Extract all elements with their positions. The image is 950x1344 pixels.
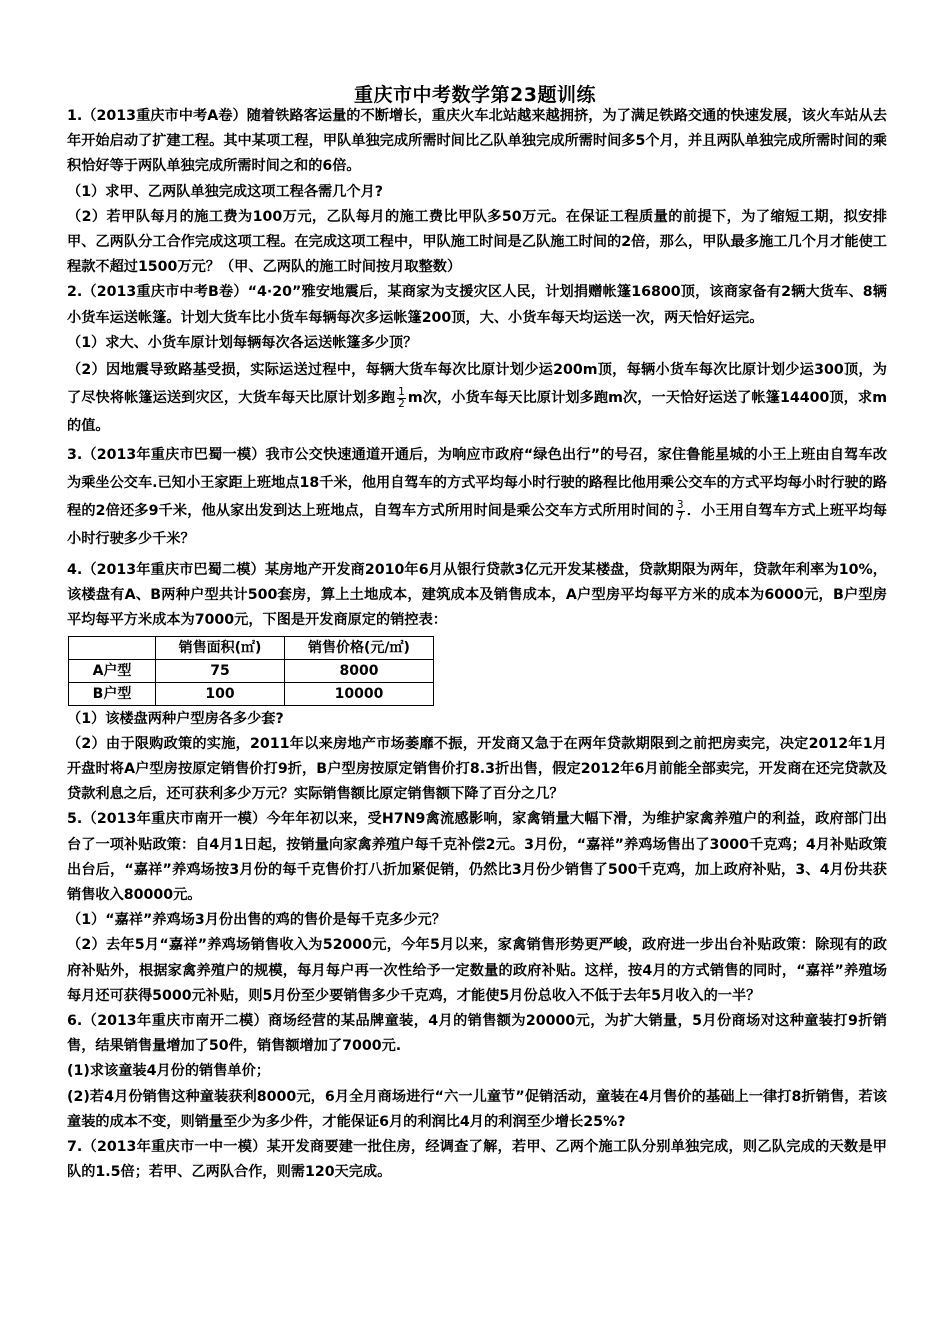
table-cell: 75 <box>156 659 285 682</box>
question-5-part-2: （2）去年5月“嘉祥”养鸡场销售收入为52000元，今年5月以来，家禽销售形势更严峻，政府进一步出台补贴政策：除现有的政府补贴外，根据家禽养殖户的规模，每月每户再一次性给予一定数量的政府补贴。这样，按4月的方式销售的同时，“嘉祥”养殖场每月还可获得5000元补贴，则5月份至少要销售多少千克鸡，才能使5月份总收入不低于去年5月收入的一半？ <box>67 937 887 1004</box>
table-header-cell <box>69 636 156 659</box>
question-3-text-b: ．小王用自驾车方式上班平均每小时行驶多少千米？ <box>67 503 887 548</box>
question-2-part-2-text-b: m次，小货车每天比原计划多跑m次，一天恰好运送了帐篷14400顶，求m的值。 <box>67 390 887 435</box>
page-title: 重庆市中考数学第23题训练 <box>354 84 596 106</box>
table-cell: B户型 <box>69 682 156 705</box>
question-7-stem: 7.（2013年重庆市一中一模）某开发商要建一批住房，经调查了解，若甲、乙两个施工队分别单独完成，则乙队完成的天数是甲队的1.5倍；若甲、乙两队合作，则需120天完成。 <box>67 1139 887 1181</box>
question-2-part-1: （1）求大、小货车原计划每辆每次各运送帐篷多少顶？ <box>67 334 418 351</box>
document-body <box>67 104 887 1186</box>
question-1-stem: 1.（2013重庆市中考A卷）随着铁路客运量的不断增长，重庆火车北站越来越拥挤，为了满足铁路交通的快速发展，该火车站从去年开始启动了扩建工程。其中某项工程，甲队单独完成所需时间比乙队单独完成所需时间多5个月，并且两队单独完成所需时间的乘积恰好等于两队单独完成所需时间之和的6倍。 <box>67 108 887 175</box>
question-5-part-1: （1）“嘉祥”养鸡场3月份出售的鸡的售价是每千克多少元？ <box>67 912 446 929</box>
table-header-cell: 销售价格(元/㎡) <box>285 636 434 659</box>
question-3-stem <box>67 441 887 553</box>
question-6-part-2: (2)若4月份销售这种童装获利8000元，6月全月商场进行“六一儿童节”促销活动，童装在4月售价的基础上一律打8折销售，若该童装的成本不变，则销量至少为多少件，才能保证6月的利润比4月的利润至少增长25%? <box>67 1088 887 1130</box>
table-header-row <box>69 636 434 659</box>
fraction-one-half <box>397 387 406 410</box>
fraction-three-sevenths <box>676 500 685 523</box>
table-row <box>69 682 434 705</box>
question-4-part-1: （1）该楼盘两种户型房各多少套? <box>67 710 284 727</box>
table-cell: 10000 <box>285 682 434 705</box>
question-6-stem: 6.（2013年重庆市南开二模）商场经营的某品牌童装，4月的销售额为20000元，为扩大销量，5月份商场对这种童装打9折销售，结果销售量增加了50件，销售额增加了7000元. <box>67 1013 887 1055</box>
table-cell: 8000 <box>285 659 434 682</box>
fraction-numerator: 1 <box>398 385 405 398</box>
question-3-text-a: 3.（2013年重庆市巴蜀一模）我市公交快速通道开通后，为响应市政府“绿色出行”的号召，家住鲁能星城的小王上班由自驾车改为乘坐公交车.已知小王家距上班地点18千米，他用自驾车的方式平均每小时行驶的路程比他用乘公交车的方式平均每小时行驶的路程的2倍还多9千米，他从家出发到达上班地点，自驾车方式所用时间是乘公交车方式所用时间的 <box>67 447 887 520</box>
question-2-stem: 2.（2013重庆市中考B卷）“4·20”雅安地震后，某商家为支援灾区人民，计划捐赠帐篷16800顶，该商家备有2辆大货车、8辆小货车运送帐篷。计划大货车比小货车每辆每次多运帐篷200顶，大、小货车每天均运送一次，两天恰好运完。 <box>67 284 887 326</box>
fraction-denominator: 7 <box>676 510 684 523</box>
question-1-part-2: （2）若甲队每月的施工费为100万元，乙队每月的施工费比甲队多50万元。在保证工程质量的前提下，为了缩短工期，拟安排甲、乙两队分工合作完成这项工程。在完成这项工程中，甲队施工时间是乙队施工时间的2倍，那么，甲队最多施工几个月才能使工程款不超过1500万元？（甲、乙两队的施工时间按月取整数） <box>67 208 887 276</box>
question-1-part-1: （1）求甲、乙两队单独完成这项工程各需几个月? <box>67 183 384 200</box>
table-cell: A户型 <box>69 659 156 682</box>
question-4-stem: 4.（2013年重庆市巴蜀二模）某房地产开发商2010年6月从银行贷款3亿元开发某楼盘，贷款期限为两年，贷款年利率为10%，该楼盘有A、B两种户型共计500套房，算上土地成本，建筑成本及销售成本，A户型房平均每平方米的成本为6000元，B户型房平均每平方米成本为7000元，下图是开发商原定的销控表： <box>67 562 887 629</box>
table-header-cell: 销售面积(㎡) <box>156 636 285 659</box>
fraction-numerator: 3 <box>676 498 684 511</box>
question-6-part-1: (1)求该童装4月份的销售单价； <box>67 1063 270 1080</box>
fraction-denominator: 2 <box>398 397 405 410</box>
question-2-part-2 <box>67 356 887 440</box>
sales-control-table <box>68 636 434 706</box>
table-cell: 100 <box>156 682 285 705</box>
question-4-part-2: （2）由于限购政策的实施，2011年以来房地产市场萎靡不振，开发商又急于在两年贷款期限到之前把房卖完，决定2012年1月开盘时将A户型房按原定销售价打9折，B户型房按原定销售价打8.3折出售，假定2012年6月前能全部卖完，开发商在还完贷款及贷款利息之后，还可获利多少万元？实际销售额比原定销售额下降了百分之几？ <box>67 735 887 803</box>
question-2-part-2-text-a: （2）因地震导致路基受损，实际运送过程中，每辆大货车每次比原计划少运200m顶，每辆小货车每次比原计划少运300顶，为了尽快将帐篷运送到灾区，大货车每天比原计划多跑 <box>67 362 887 407</box>
question-5-stem: 5.（2013年重庆市南开一模）今年年初以来，受H7N9禽流感影响，家禽销量大幅下滑，为维护家禽养殖户的利益，政府部门出台了一项补贴政策：自4月1日起，按销量向家禽养殖户每千克补偿2元。3月份，“嘉祥”养鸡场售出了3000千克鸡；4月补贴政策出台后，“嘉祥”养鸡场按3月份的每千克售价打八折加紧促销，仍然比3月份少销售了500千克鸡，加上政府补贴，3、4月份共获销售收入80000元。 <box>67 811 887 904</box>
table-row <box>69 659 434 682</box>
